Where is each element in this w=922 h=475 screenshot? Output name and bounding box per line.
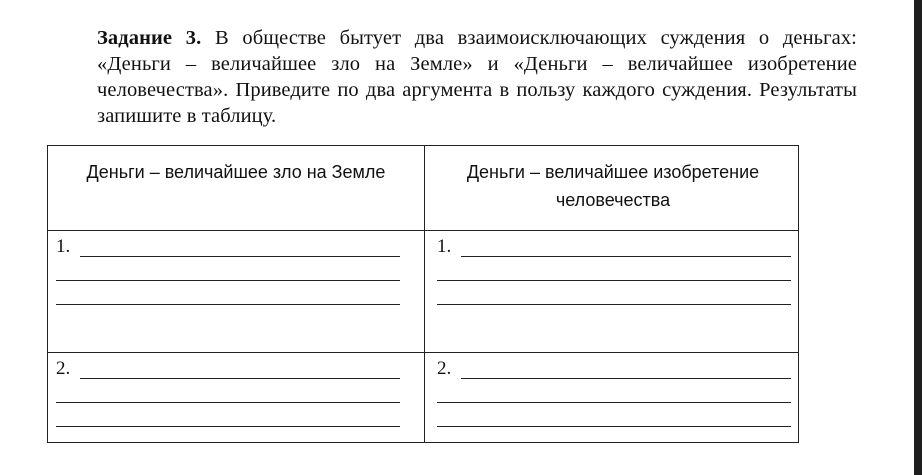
row-number: 1. <box>56 236 71 257</box>
answer-line[interactable] <box>437 280 791 281</box>
row-number: 2. <box>437 358 452 379</box>
task-paragraph <box>97 25 857 129</box>
answer-line[interactable] <box>80 256 400 257</box>
answer-line[interactable] <box>437 304 791 305</box>
table-row-divider <box>48 352 798 353</box>
row-number: 1. <box>437 236 452 257</box>
answer-line[interactable] <box>56 304 400 305</box>
answer-line[interactable] <box>461 378 791 379</box>
answer-line[interactable] <box>56 426 400 427</box>
answer-cell-evil-1[interactable] <box>56 237 416 317</box>
table-header-divider <box>48 230 798 231</box>
answer-cell-evil-2[interactable] <box>56 359 416 439</box>
answer-cell-invention-2[interactable] <box>437 359 797 439</box>
column-header-evil: Деньги – величайшее зло на Земле <box>86 162 386 182</box>
answer-cell-invention-1[interactable] <box>437 237 797 317</box>
column-header-invention: Деньги – величайшее изобретение человечества <box>466 162 760 210</box>
answer-table <box>47 145 799 443</box>
answer-line[interactable] <box>461 256 791 257</box>
answer-line[interactable] <box>80 378 400 379</box>
task-label: Задание 3. <box>97 27 202 49</box>
answer-line[interactable] <box>56 280 400 281</box>
answer-line[interactable] <box>56 402 400 403</box>
page-edge-shadow <box>914 0 922 475</box>
answer-line[interactable] <box>437 426 791 427</box>
task-text: В обществе бытует два взаимоисключающих суждения о деньгах: «Деньги – величайшее зло на Земле» и «Деньги – величайшее изобретение человечества». Приведите по два аргумента в пользу каждого суждения. Результаты запишите в таблицу. <box>97 27 857 127</box>
row-number: 2. <box>56 358 71 379</box>
answer-line[interactable] <box>437 402 791 403</box>
